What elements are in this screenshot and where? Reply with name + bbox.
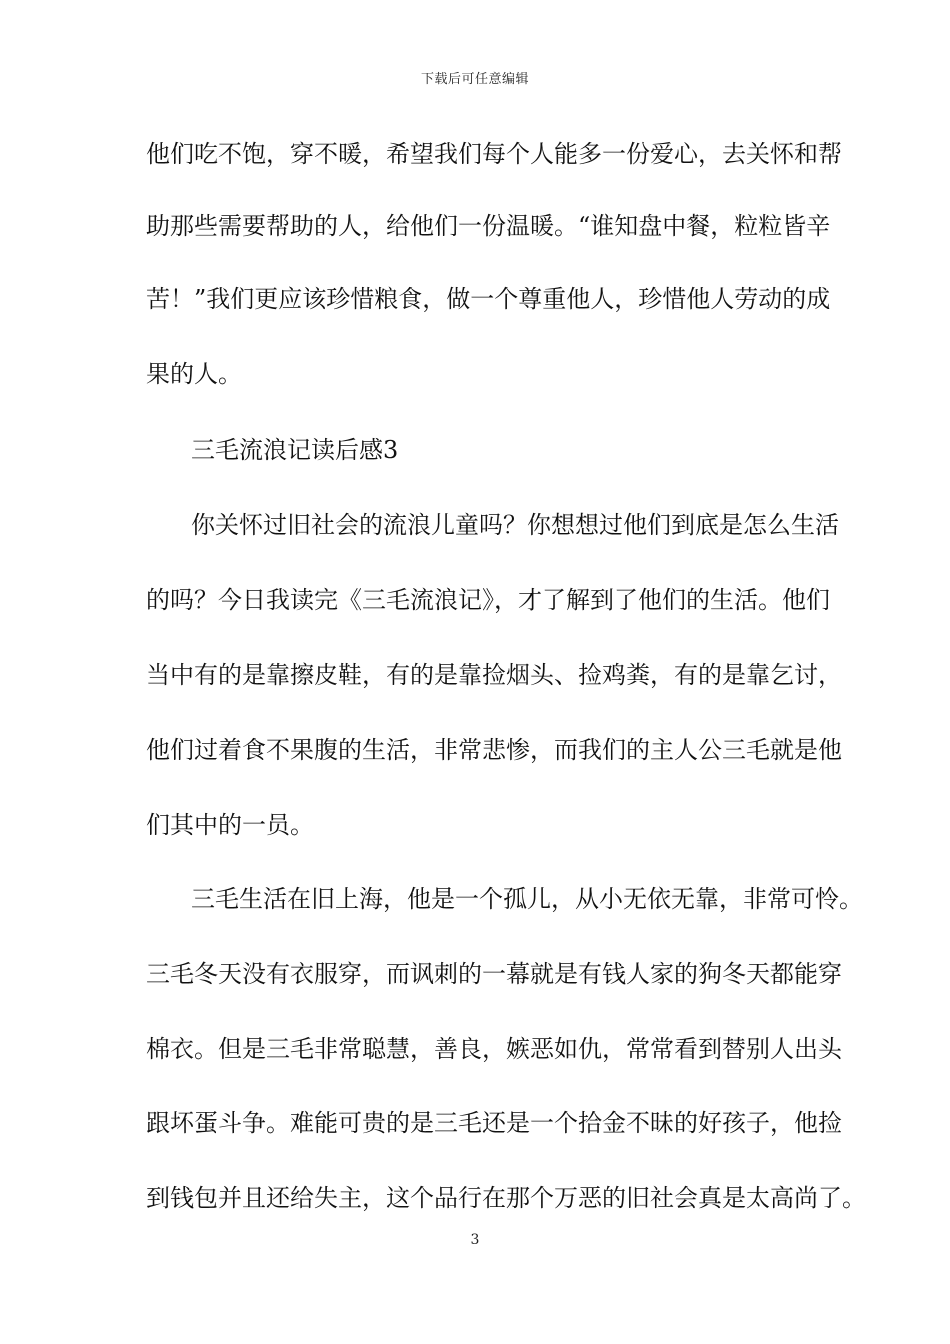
text-line-3: 苦！”我们更应该珍惜粮食，做一个尊重他人，珍惜他人劳动的成 [146,285,831,313]
text-line-12: 三毛冬天没有衣服穿，而讽刺的一幕就是有钱人家的狗冬天都能穿 [146,960,842,988]
text-line-15: 到钱包并且还给失主，这个品行在那个万恶的旧社会真是太高尚了。 [146,1184,866,1212]
section-heading: 三毛流浪记读后感3 [191,436,399,464]
text-line-6: 你关怀过旧社会的流浪儿童吗？你想想过他们到底是怎么生活 [191,511,839,539]
page-number: 3 [470,1232,480,1248]
text-line-2: 助那些需要帮助的人，给他们一份温暖。“谁知盘中餐，粒粒皆辛 [146,212,831,240]
text-line-10: 们其中的一员。 [146,811,314,839]
text-line-1: 他们吃不饱，穿不暖，希望我们每个人能多一份爱心，去关怀和帮 [146,140,842,168]
text-line-14: 跟坏蛋斗争。难能可贵的是三毛还是一个拾金不昧的好孩子，他捡 [146,1109,842,1137]
page-header-note: 下载后可任意编辑 [420,72,529,87]
text-line-13: 棉衣。但是三毛非常聪慧，善良，嫉恶如仇，常常看到替别人出头 [146,1035,842,1063]
text-line-9: 他们过着食不果腹的生活，非常悲惨，而我们的主人公三毛就是他 [146,736,842,764]
text-line-8: 当中有的是靠擦皮鞋，有的是靠捡烟头、捡鸡粪，有的是靠乞讨， [146,661,842,689]
text-line-7: 的吗？今日我读完《三毛流浪记》，才了解到了他们的生活。他们 [146,586,830,614]
text-line-11: 三毛生活在旧上海，他是一个孤儿，从小无依无靠，非常可怜。 [191,885,863,913]
text-line-4: 果的人。 [146,360,242,388]
